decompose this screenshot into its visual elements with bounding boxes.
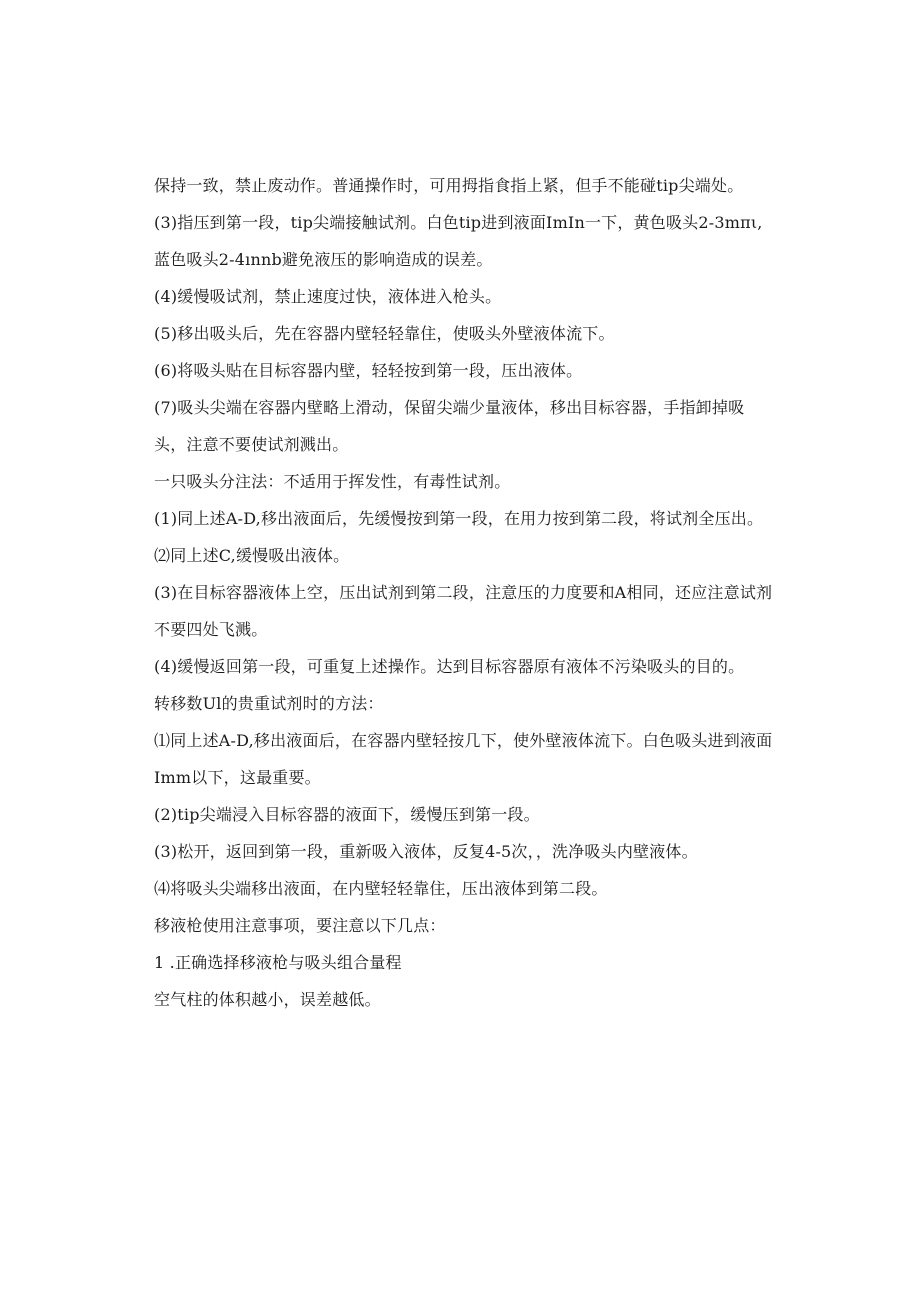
paragraph: (5)移出吸头后，先在容器内壁轻轻靠住，使吸头外壁液体流下。 (154, 324, 615, 343)
paragraph: (1)同上述A-D,移出液面后，先缓慢按到第一段，在用力按到第二段，将试剂全压出。 (154, 509, 764, 528)
paragraph: (3)松开，返回到第一段，重新吸入液体，反复4-5次，，洗净吸头内壁液体。 (154, 842, 698, 861)
section-heading: 移液枪使用注意事项，要注意以下几点： (154, 916, 446, 935)
paragraph: 保持一致，禁止废动作。普通操作时，可用拇指食指上紧，但手不能碰tip尖端处。 (154, 176, 744, 195)
paragraph: (6)将吸头贴在目标容器内壁，轻轻按到第一段，压出液体。 (154, 361, 583, 380)
paragraph: (2)tip尖端浸入目标容器的液面下，缓慢压到第一段。 (154, 805, 540, 824)
paragraph: (7)吸头尖端在容器内壁略上滑动，保留尖端少量液体，移出目标容器，手指卸掉吸头，注意不要使试剂溅出。 (154, 398, 745, 454)
paragraph: ⑴同上述A-D,移出液面后，在容器内壁轻按几下，使外壁液体流下。白色吸头进到液面Imm以下，这最重要。 (154, 731, 773, 787)
section-heading: 转移数Ul的贵重试剂时的方法： (154, 694, 384, 713)
paragraph: 空气柱的体积越小，误差越低。 (154, 990, 381, 1009)
paragraph: (4)缓慢返回第一段，可重复上述操作。达到目标容器原有液体不污染吸头的目的。 (154, 657, 745, 676)
list-item-heading: 1 .正确选择移液枪与吸头组合量程 (154, 953, 402, 972)
paragraph: (4)缓慢吸试剂，禁止速度过快，液体进入枪头。 (154, 287, 502, 306)
paragraph: (3)指压到第一段，tip尖端接触试剂。白色tip进到液面ImIn一下，黄色吸头2-3mπι,蓝色吸头2-4ınnb避免液压的影响造成的误差。 (154, 213, 763, 269)
paragraph: ⑵同上述C,缓慢吸出液体。 (154, 546, 350, 565)
paragraph: 一只吸头分注法：不适用于挥发性，有毒性试剂。 (154, 472, 511, 491)
document-body (154, 167, 774, 1018)
paragraph: (3)在目标容器液体上空，压出试剂到第二段，注意压的力度要和A相同，还应注意试剂不要四处飞溅。 (154, 583, 773, 639)
paragraph: ⑷将吸头尖端移出液面，在内壁轻轻靠住，压出液体到第二段。 (154, 879, 608, 898)
